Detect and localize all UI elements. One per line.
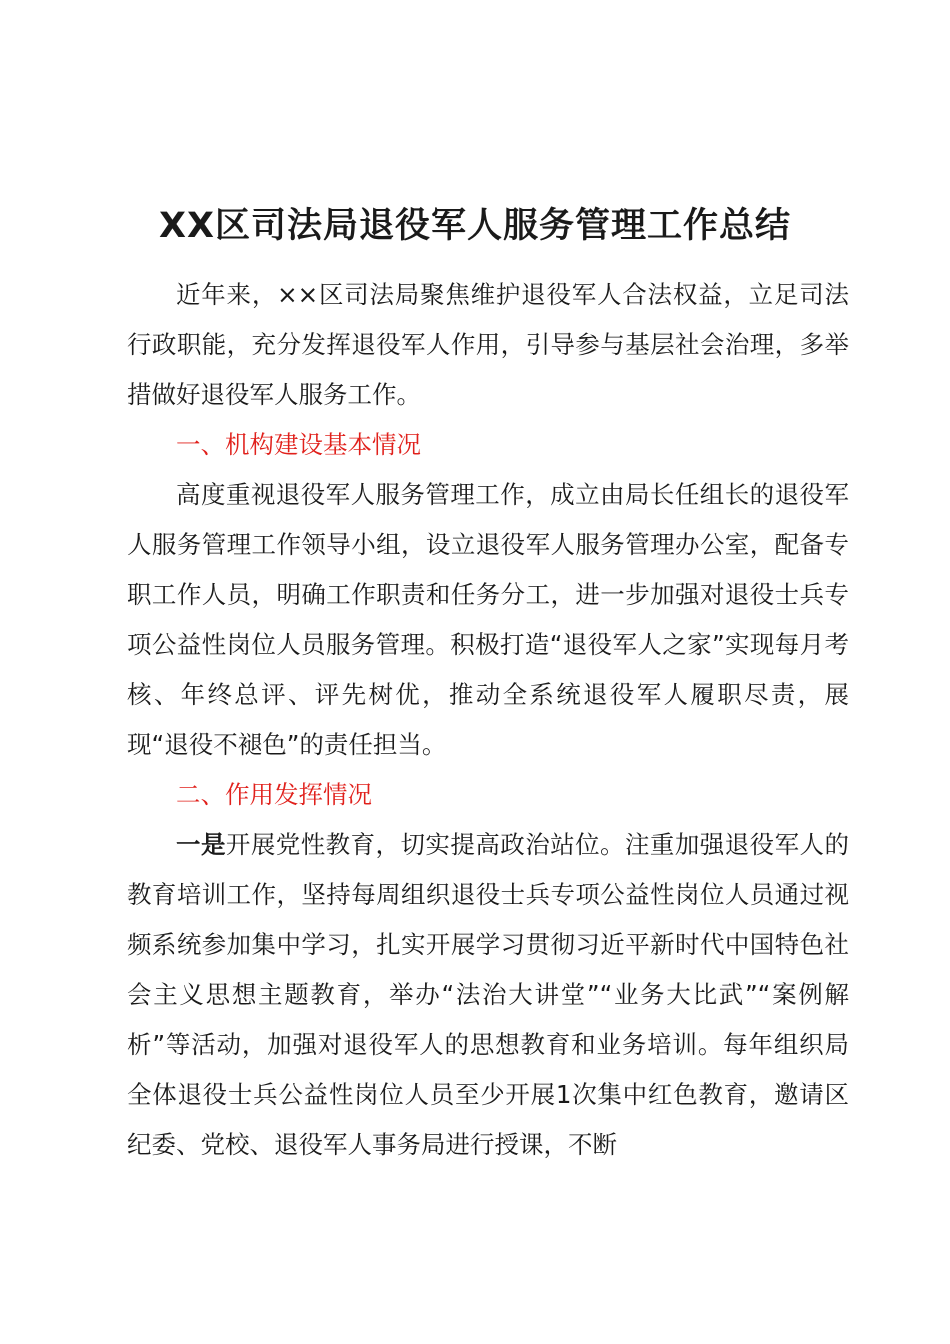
intro-paragraph: 近年来，××区司法局聚焦维护退役军人合法权益，立足司法行政职能，充分发挥退役军人作用，引导参与基层社会治理，多举措做好退役军人服务工作。 [127,280,849,409]
section1-heading: 一、机构建设基本情况 [176,430,421,459]
document-body [127,270,849,1170]
section1-paragraph: 高度重视退役军人服务管理工作，成立由局长任组长的退役军人服务管理工作领导小组，设立退役军人服务管理办公室，配备专职工作人员，明确工作职责和任务分工，进一步加强对退役士兵专项公益性岗位人员服务管理。积极打造“退役军人之家”实现每月考核、年终总评、评先树优，推动全系统退役军人履职尽责，展现“退役不褪色”的责任担当。 [127,480,849,759]
section2-text: 开展党性教育，切实提高政治站位。注重加强退役军人的教育培训工作，坚持每周组织退役士兵专项公益性岗位人员通过视频系统参加集中学习，扎实开展学习贯彻习近平新时代中国特色社会主义思想主题教育，举办“法治大讲堂”“业务大比武”“案例解析”等活动，加强对退役军人的思想教育和业务培训。每年组织局全体退役士兵公益性岗位人员至少开展1次集中红色教育，邀请区纪委、党校、退役军人事务局进行授课，不断 [127,830,850,1159]
section2-lead: 一是 [176,830,226,859]
document-title: XX区司法局退役军人服务管理工作总结 [159,206,791,246]
section2-heading: 二、作用发挥情况 [176,780,372,809]
section2-paragraph [127,820,849,1170]
